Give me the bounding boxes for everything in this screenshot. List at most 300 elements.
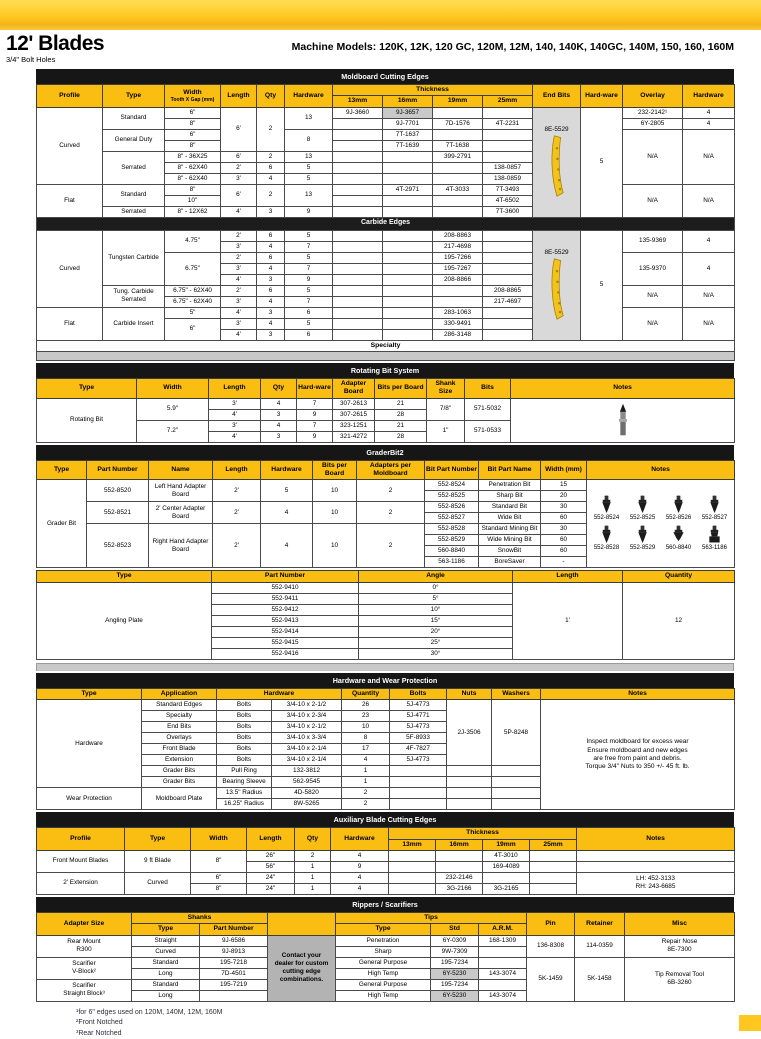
table-cell [530, 850, 577, 861]
table-cell: 8E-5529 [533, 230, 581, 340]
table-cell [483, 329, 533, 340]
table-cell: 9J-3660 [333, 107, 383, 118]
table-row [37, 217, 735, 230]
table-cell: 5J-4771 [390, 711, 447, 722]
table-cell: 7 [297, 420, 333, 431]
table-cell: 138-0859 [483, 173, 533, 184]
table-cell [492, 799, 541, 810]
table-cell: Carbide Edges [37, 217, 735, 230]
table-cell: Grader Bit [37, 480, 87, 568]
table-cell [625, 935, 735, 957]
column-header: Bits [465, 378, 511, 398]
table-cell: 321-4272 [333, 431, 375, 442]
column-header: 16mm [383, 96, 433, 107]
table-cell: 4 [331, 872, 389, 883]
table-row [37, 129, 735, 140]
table-cell [390, 799, 447, 810]
table-cell: 30 [541, 524, 587, 535]
table-cell [333, 195, 383, 206]
table-cell: 138-0857 [483, 162, 533, 173]
table-cell: 2' [221, 285, 257, 296]
column-header: Type [132, 924, 200, 935]
table-cell: 13 [285, 184, 333, 206]
table-cell: 2 [257, 184, 285, 206]
table-cell: Standard [132, 957, 200, 968]
table-row [37, 480, 735, 491]
table-cell: 7 [297, 398, 333, 409]
table-cell: 560-8840 [425, 546, 479, 557]
table-cell: 10 [313, 524, 357, 568]
grader-bit-icon [671, 495, 686, 514]
table-cell: 5 [285, 230, 333, 241]
table-cell: 552-8527 [425, 513, 479, 524]
table-cell: 2 [257, 151, 285, 162]
table-cell: Angling Plate [37, 582, 212, 659]
table-cell: 4 [257, 263, 285, 274]
page-header [0, 30, 761, 67]
table-cell [541, 700, 735, 810]
angling-plate-section [36, 570, 734, 659]
table-cell: Flat [37, 184, 103, 217]
table-cell: 13 [285, 151, 333, 162]
cell-line: dealer for custom [274, 960, 329, 968]
table-cell: BoreSaver [479, 557, 541, 568]
grader-bit-icon [635, 495, 650, 514]
table-cell [483, 230, 533, 241]
table-cell: N/A [623, 307, 683, 340]
table-cell: 136-8308 [527, 935, 575, 957]
table-cell: 8 [342, 733, 390, 744]
column-header: Type [37, 460, 87, 480]
table-cell: 195-7234 [431, 957, 479, 968]
table-cell: Serrated [103, 151, 165, 184]
graderbit2-section [36, 445, 734, 569]
table-cell: 3 [257, 307, 285, 318]
table-cell [447, 799, 492, 810]
column-header: Profile [37, 828, 125, 851]
table-cell: N/A [683, 285, 735, 307]
rotating-bit-system-title: Rotating Bit System [36, 363, 734, 378]
table-cell: 7T-1638 [433, 140, 483, 151]
table-cell: 9 ft Blade [125, 850, 191, 872]
table-cell: 552-8524 [425, 480, 479, 491]
table-cell: 6Y-5230 [431, 990, 479, 1001]
table-cell: 9J-8913 [200, 946, 268, 957]
grader-bits-gallery [588, 493, 733, 554]
header-row [37, 378, 735, 398]
table-cell: 552-9412 [212, 604, 359, 615]
table-cell: 10 [313, 502, 357, 524]
table-cell [587, 480, 735, 568]
section-divider [36, 663, 734, 671]
auxiliary-blade-cutting-edges-table [36, 827, 735, 895]
column-header: Width [191, 828, 247, 851]
table-cell [383, 329, 433, 340]
table-cell: 4D-5820 [272, 788, 342, 799]
table-cell [447, 788, 492, 799]
table-cell: 2' [213, 480, 261, 502]
table-cell: 4 [683, 230, 735, 252]
table-cell: Left Hand Adapter Board [149, 480, 213, 502]
table-cell [383, 241, 433, 252]
table-cell: 7D-4501 [200, 968, 268, 979]
table-cell [436, 850, 483, 861]
cell-line: Straight Block³ [63, 990, 105, 998]
rotating-bit-system-table [36, 378, 735, 443]
column-header: Hardware [285, 85, 333, 108]
header-row [37, 460, 735, 480]
grader-bit-icon [707, 495, 722, 514]
cell-line: 6B-3260 [667, 979, 692, 987]
cell-line: Tip Removal Tool [655, 971, 705, 979]
table-cell: Moldboard Plate [142, 788, 217, 810]
table-cell: 2 [357, 524, 425, 568]
table-cell: 4' [221, 329, 257, 340]
auxiliary-blade-cutting-edges-section [36, 812, 734, 895]
table-cell: Right Hand Adapter Board [149, 524, 213, 568]
table-cell: 5J-4773 [390, 755, 447, 766]
table-cell: 217-4698 [433, 241, 483, 252]
table-cell: 2' [221, 230, 257, 241]
table-row [37, 850, 735, 861]
table-cell: 5J-4773 [390, 700, 447, 711]
grader-bit-item [661, 525, 696, 553]
table-row [37, 351, 735, 360]
column-header: Application [142, 688, 217, 699]
table-cell: 132-3812 [272, 766, 342, 777]
table-cell: 571-5032 [465, 398, 511, 420]
table-cell: 399-2791 [433, 151, 483, 162]
table-cell: Bearing Sleeve [217, 777, 272, 788]
grader-bit-label: 552-8529 [629, 544, 656, 551]
table-cell: Curved [125, 872, 191, 894]
table-cell: 5 [285, 162, 333, 173]
column-header: Hardware [331, 828, 389, 851]
table-cell: 6.75" [165, 252, 221, 285]
table-cell: 4.75" [165, 230, 221, 252]
table-cell: 552-8526 [425, 502, 479, 513]
table-cell: 552-8521 [87, 502, 149, 524]
table-cell: 5K-1459 [527, 957, 575, 1001]
table-cell: 6 [285, 329, 333, 340]
table-cell: 552-9411 [212, 593, 359, 604]
column-header: Notes [511, 378, 735, 398]
table-cell: High Temp [336, 990, 431, 1001]
table-cell: 8" [165, 140, 221, 151]
table-cell: Grader Bits [142, 766, 217, 777]
table-cell: Carbide Insert [103, 307, 165, 340]
table-cell: Bolts [217, 711, 272, 722]
table-cell: 3' [221, 296, 257, 307]
table-cell: 15° [359, 615, 513, 626]
table-cell: 9J-7701 [383, 118, 433, 129]
table-cell: 8" [165, 184, 221, 195]
table-cell [483, 263, 533, 274]
table-cell: Overlays [142, 733, 217, 744]
table-row [37, 107, 735, 118]
table-cell: 8" [191, 883, 247, 894]
table-cell: 6' [221, 184, 257, 206]
table-cell: 60 [541, 535, 587, 546]
table-cell: 552-9413 [212, 615, 359, 626]
table-row [37, 957, 735, 968]
table-cell [483, 140, 533, 151]
table-cell: Bolts [217, 733, 272, 744]
moldboard-cutting-edges-section [36, 69, 734, 361]
table-cell: 5 [581, 230, 623, 340]
table-cell [383, 318, 433, 329]
cell-line: combinations. [279, 976, 324, 984]
table-cell: 4 [331, 883, 389, 894]
table-cell [577, 861, 735, 872]
table-cell: 21 [375, 420, 427, 431]
end-bit-image [534, 134, 579, 198]
table-cell: 9J-3657 [383, 107, 433, 118]
table-cell [383, 263, 433, 274]
table-cell: 3/4-10 x 2-1/4 [272, 755, 342, 766]
column-header: Bit Part Name [479, 460, 541, 480]
table-row [37, 935, 735, 946]
table-cell: 9J-6586 [200, 935, 268, 946]
table-cell: 7T-3493 [483, 184, 533, 195]
table-cell: 283-1063 [433, 307, 483, 318]
end-bit-image [534, 257, 579, 321]
footnote-3: ³Rear Notched [76, 1029, 122, 1037]
table-cell: 4 [257, 241, 285, 252]
table-cell: 10 [342, 722, 390, 733]
moldboard-cutting-edges-title: Moldboard Cutting Edges [36, 69, 734, 84]
table-cell: Bolts [217, 722, 272, 733]
table-cell: 4 [261, 398, 297, 409]
table-cell: 9 [285, 206, 333, 217]
table-cell: Straight [132, 935, 200, 946]
table-cell: 5 [285, 252, 333, 263]
column-header: Type [37, 571, 212, 582]
table-row [37, 285, 735, 296]
cell-line: Ensure moldboard and new edges [587, 746, 688, 754]
cell-line: Repair Nose [661, 938, 698, 946]
top-yellow-band [0, 0, 761, 30]
table-cell: 13.5" Radius [217, 788, 272, 799]
table-cell: 24" [247, 872, 295, 883]
column-header: 13mm [333, 96, 383, 107]
table-cell: 6.75" - 62X40 [165, 285, 221, 296]
table-cell: 8" - 36X25 [165, 151, 221, 162]
table-cell: 208-8865 [483, 285, 533, 296]
table-cell [433, 206, 483, 217]
column-header: Name [149, 460, 213, 480]
column-header: Shank Size [427, 378, 465, 398]
table-cell: 2' [221, 162, 257, 173]
table-cell: 9W-7309 [431, 946, 479, 957]
table-cell: 195-7219 [200, 979, 268, 990]
table-cell: 2J-3506 [447, 700, 492, 766]
table-cell: 5K-1458 [575, 957, 625, 1001]
cell-line: LH: 452-3133 [636, 875, 675, 883]
table-cell: 232-2142¹ [623, 107, 683, 118]
table-cell [483, 318, 533, 329]
table-cell: N/A [683, 307, 735, 340]
table-cell [37, 957, 132, 979]
table-cell: 12 [623, 582, 735, 659]
table-cell [433, 296, 483, 307]
table-cell [333, 241, 383, 252]
table-cell: Long [132, 968, 200, 979]
table-cell: 552-9414 [212, 626, 359, 637]
table-cell: 552-8529 [425, 535, 479, 546]
table-cell: Front Blade [142, 744, 217, 755]
column-header: Thickness [389, 828, 577, 839]
table-cell [383, 162, 433, 173]
table-cell [383, 252, 433, 263]
table-cell [333, 162, 383, 173]
table-cell: 3' [209, 398, 261, 409]
column-header: A.R.M. [479, 924, 527, 935]
column-header: Part Number [212, 571, 359, 582]
column-header: Bits per Board [313, 460, 357, 480]
table-cell: Curved [37, 230, 103, 307]
table-cell: 16.25" Radius [217, 799, 272, 810]
table-cell: N/A [683, 129, 735, 184]
table-cell: 135-9369 [623, 230, 683, 252]
table-cell [383, 274, 433, 285]
footnote-2: ²Front Notched [76, 1019, 123, 1027]
table-cell: 1 [295, 861, 331, 872]
table-cell: 1 [295, 872, 331, 883]
column-header: 25mm [530, 839, 577, 850]
table-cell: 1' [513, 582, 623, 659]
table-cell: 5 [581, 107, 623, 217]
tables-content [0, 69, 761, 1039]
table-cell [383, 285, 433, 296]
table-cell: 9 [297, 409, 333, 420]
table-cell [479, 946, 527, 957]
grader-bit-label: 552-8525 [629, 515, 656, 522]
table-cell [333, 296, 383, 307]
table-cell: 8" [165, 118, 221, 129]
column-header: Thickness [333, 85, 533, 96]
cell-line: Contact your [281, 952, 322, 960]
table-cell: Standard [103, 184, 165, 206]
table-cell [479, 979, 527, 990]
table-cell: 20° [359, 626, 513, 637]
cell-line: Rear Mount [67, 938, 101, 946]
table-cell: 3 [257, 274, 285, 285]
table-cell [383, 206, 433, 217]
table-cell: 5J-4773 [390, 722, 447, 733]
table-cell [483, 151, 533, 162]
table-cell: End Bits [142, 722, 217, 733]
table-cell: 10" [165, 195, 221, 206]
table-cell: 7D-1576 [433, 118, 483, 129]
table-cell: 56" [247, 861, 295, 872]
table-cell: 2' Extension [37, 872, 125, 894]
grader-bit-icon [671, 525, 686, 544]
table-cell: 26 [342, 700, 390, 711]
table-cell: 552-8520 [87, 480, 149, 502]
table-cell [333, 274, 383, 285]
table-cell [333, 230, 383, 241]
table-cell [383, 296, 433, 307]
table-cell: 6 [285, 307, 333, 318]
table-cell [333, 173, 383, 184]
table-cell [389, 872, 436, 883]
cell-line: are free from paint and debris. [593, 754, 682, 762]
table-cell: 7.2" [137, 420, 209, 442]
table-cell: 2 [342, 788, 390, 799]
table-cell: Sharp [336, 946, 431, 957]
table-cell: Specialty [37, 340, 735, 351]
column-header: Pin [527, 912, 575, 935]
table-cell [390, 788, 447, 799]
column-header: Qty [257, 85, 285, 108]
table-cell: 3/4-10 x 2-3/4 [272, 711, 342, 722]
column-header: Std [431, 924, 479, 935]
table-cell: 3 [257, 329, 285, 340]
table-cell: 3/4-10 x 2-1/2 [272, 722, 342, 733]
table-cell: 10 [313, 480, 357, 502]
table-cell: General Purpose [336, 979, 431, 990]
table-cell: 4' [209, 409, 261, 420]
cell-line: 8E-7300 [667, 946, 692, 954]
grader-bit-label: 563-1186 [702, 544, 727, 551]
table-cell [383, 195, 433, 206]
table-cell [333, 140, 383, 151]
table-cell: 195-7266 [433, 252, 483, 263]
table-cell [483, 307, 533, 318]
table-cell: Wide Mining Bit [479, 535, 541, 546]
header-row [37, 571, 735, 582]
hardware-and-wear-protection-section [36, 673, 734, 810]
cell-line: RH: 243-6685 [635, 883, 676, 891]
table-cell [389, 861, 436, 872]
table-cell: 15 [541, 480, 587, 491]
table-cell: 6 [257, 252, 285, 263]
table-cell: 5 [285, 173, 333, 184]
table-cell: 3' [221, 318, 257, 329]
table-cell: 3 [261, 409, 297, 420]
column-header: 19mm [483, 839, 530, 850]
table-cell: 552-8528 [425, 524, 479, 535]
table-cell: 3G-2165 [483, 883, 530, 894]
table-cell [383, 173, 433, 184]
table-cell [483, 107, 533, 118]
table-cell: 60 [541, 546, 587, 557]
table-cell: 1 [342, 777, 390, 788]
table-cell: Curved [37, 107, 103, 184]
table-cell: 6" [165, 318, 221, 340]
column-header: End Bits [533, 85, 581, 108]
table-cell: 8E-5529 [533, 107, 581, 217]
table-cell: 3' [221, 241, 257, 252]
table-cell: 24" [247, 883, 295, 894]
header-row [37, 85, 735, 96]
header-row [37, 828, 735, 839]
cell-line: R300 [76, 946, 92, 954]
table-cell [447, 777, 492, 788]
table-cell: 5 [261, 480, 313, 502]
table-cell: 7/8" [427, 398, 465, 420]
table-cell: 1 [295, 883, 331, 894]
column-header: Part Number [200, 924, 268, 935]
table-cell: 5.9" [137, 398, 209, 420]
table-cell [333, 129, 383, 140]
table-cell [37, 979, 132, 1001]
table-cell: 5 [285, 285, 333, 296]
cell-line: Torque 3/4" Nuts to 350 +/- 45 ft. lb. [585, 762, 690, 770]
table-cell: 552-9415 [212, 637, 359, 648]
table-cell [433, 285, 483, 296]
